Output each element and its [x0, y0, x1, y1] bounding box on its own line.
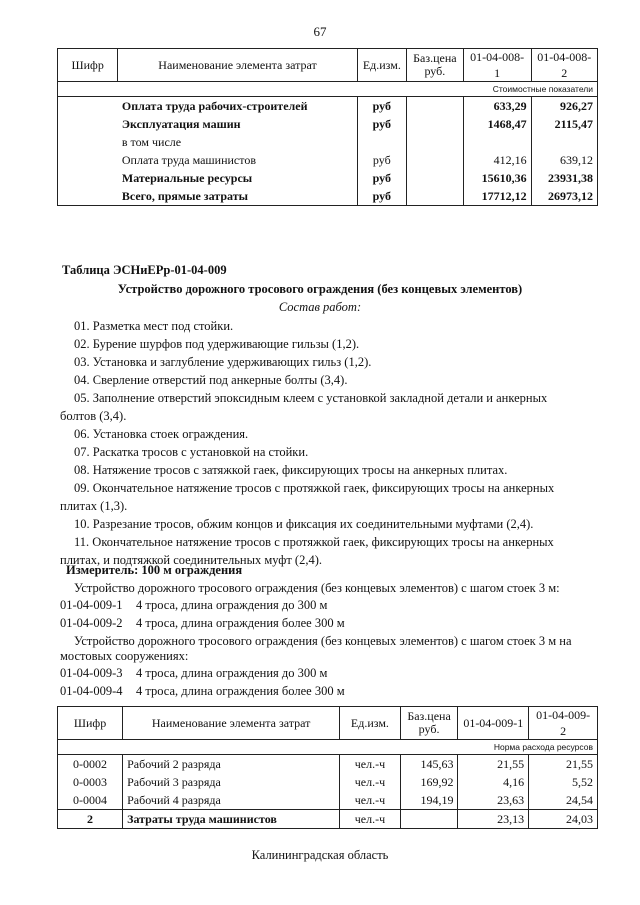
cell-price	[400, 810, 458, 829]
cell-empty	[58, 151, 118, 169]
header-col1: 01-04-008-1	[463, 49, 531, 82]
cell-unit: чел.-ч	[340, 791, 401, 810]
items-list-1	[60, 597, 590, 633]
cell-code: 2	[58, 810, 123, 829]
cell-name: в том числе	[118, 133, 357, 151]
measure-text: 4 троса, длина ограждения более 300 м	[136, 684, 345, 698]
cell-name: Рабочий 3 разряда	[123, 773, 340, 791]
cell-empty	[406, 97, 463, 116]
header-name: Наименование элемента затрат	[118, 49, 357, 82]
cell-v2: 24,54	[529, 791, 598, 810]
measure-code: 01-04-009-3	[60, 666, 123, 680]
description-2b: мостовых сооружениях:	[60, 649, 189, 663]
cell-name: Затраты труда машинистов	[123, 810, 340, 829]
cell-name: Эксплуатация машин	[118, 115, 357, 133]
table-row	[58, 773, 598, 791]
cell-price: 194,19	[400, 791, 458, 810]
measure-item	[60, 597, 590, 613]
cell-name: Оплата труда рабочих-строителей	[118, 97, 357, 116]
header-base-price: Баз.цена руб.	[400, 707, 458, 740]
cell-empty	[58, 169, 118, 187]
cell-price: 169,92	[400, 773, 458, 791]
table-row	[58, 133, 598, 151]
header-base-price: Баз.цена руб.	[406, 49, 463, 82]
cell-empty	[406, 115, 463, 133]
cell-v1: 23,63	[458, 791, 529, 810]
work-item: 03. Установка и заглубление удерживающих гильз (1,2).	[74, 355, 372, 369]
cell-unit: руб	[357, 169, 406, 187]
cell-name: Оплата труда машинистов	[118, 151, 357, 169]
cell-v2: 5,52	[529, 773, 598, 791]
header-code: Шифр	[58, 49, 118, 82]
measure-code: 01-04-009-1	[60, 598, 123, 612]
work-item: болтов (3,4).	[60, 409, 127, 423]
cell-empty	[58, 187, 118, 206]
work-item: плитах (1,3).	[60, 499, 128, 513]
table-subheader: Норма расхода ресурсов	[58, 740, 598, 755]
table-row	[58, 810, 598, 829]
cell-empty	[58, 133, 118, 151]
measure-code: 01-04-009-4	[60, 684, 123, 698]
cell-unit: руб	[357, 97, 406, 116]
cell-empty	[406, 187, 463, 206]
measure-item	[60, 665, 590, 681]
header-unit: Ед.изм.	[357, 49, 406, 82]
measure-code: 01-04-009-2	[60, 616, 123, 630]
cell-v1: 4,16	[458, 773, 529, 791]
table-row	[58, 115, 598, 133]
header-col1: 01-04-009-1	[458, 707, 529, 740]
measure-text: 4 троса, длина ограждения до 300 м	[136, 598, 328, 612]
cell-v2: 2115,47	[531, 115, 597, 133]
cell-v2: 26973,12	[531, 187, 597, 206]
cell-v1: 17712,12	[463, 187, 531, 206]
measure-text: 4 троса, длина ограждения более 300 м	[136, 616, 345, 630]
description-1: Устройство дорожного тросового ограждения (без концевых элементов) с шагом стоек 3 м:	[74, 581, 560, 595]
cell-name: Рабочий 2 разряда	[123, 755, 340, 774]
cell-code: 0-0004	[58, 791, 123, 810]
work-item: 06. Установка стоек ограждения.	[74, 427, 249, 441]
table-row	[58, 755, 598, 774]
cell-code: 0-0003	[58, 773, 123, 791]
work-item: 10. Разрезание тросов, обжим концов и фиксация их соединительными муфтами (2,4).	[74, 517, 534, 531]
cell-empty	[406, 133, 463, 151]
header-col2: 01-04-009-2	[529, 707, 598, 740]
table-row	[58, 187, 598, 206]
header-unit: Ед.изм.	[340, 707, 401, 740]
work-item: плитах, и подтяжкой соединительных муфт (2,4).	[60, 553, 323, 567]
cell-v1: 23,13	[458, 810, 529, 829]
work-item: 02. Бурение шурфов под удерживающие гильзы (1,2).	[74, 337, 360, 351]
section-title: Устройство дорожного тросового ограждения (без концевых элементов)	[117, 282, 523, 296]
cell-v1	[463, 133, 531, 151]
header-code: Шифр	[58, 707, 123, 740]
items-list-2	[60, 665, 590, 701]
resource-table	[57, 706, 598, 829]
cell-unit: чел.-ч	[340, 810, 401, 829]
table-label: Таблица ЭСНиЕРр-01-04-009	[62, 263, 227, 277]
cell-name: Материальные ресурсы	[118, 169, 357, 187]
footer-region: Калининградская область	[251, 848, 389, 862]
cell-v2	[531, 133, 597, 151]
header-name: Наименование элемента затрат	[123, 707, 340, 740]
cell-empty	[406, 151, 463, 169]
cell-price: 145,63	[400, 755, 458, 774]
table-row	[58, 791, 598, 810]
work-item: 09. Окончательное натяжение тросов с протяжкой гаек, фиксирующих тросы на анкерных	[74, 481, 555, 495]
header-col2: 01-04-008-2	[531, 49, 597, 82]
cell-name: Рабочий 4 разряда	[123, 791, 340, 810]
measure-item	[60, 683, 590, 699]
cell-empty	[58, 115, 118, 133]
cell-empty	[406, 169, 463, 187]
cost-table	[57, 48, 598, 206]
cell-empty	[58, 97, 118, 116]
description-2a: Устройство дорожного тросового ограждения (без концевых элементов) с шагом стоек 3 м на	[74, 634, 572, 648]
work-item: 11. Окончательное натяжение тросов с протяжкой гаек, фиксирующих тросы на анкерных	[74, 535, 554, 549]
work-item: 07. Раскатка тросов с установкой на стойки.	[74, 445, 309, 459]
cell-unit: руб	[357, 187, 406, 206]
cell-code: 0-0002	[58, 755, 123, 774]
cell-v1: 15610,36	[463, 169, 531, 187]
work-item: 01. Разметка мест под стойки.	[74, 319, 234, 333]
work-item: 08. Натяжение тросов с затяжкой гаек, фиксирующих тросы на анкерных плитах.	[74, 463, 508, 477]
cell-v2: 639,12	[531, 151, 597, 169]
cell-unit	[357, 133, 406, 151]
cell-v1: 1468,47	[463, 115, 531, 133]
cell-v1: 21,55	[458, 755, 529, 774]
work-item: 04. Сверление отверстий под анкерные болты (3,4).	[74, 373, 348, 387]
cell-v1: 412,16	[463, 151, 531, 169]
cell-unit: руб	[357, 151, 406, 169]
cell-v2: 926,27	[531, 97, 597, 116]
cell-v1: 633,29	[463, 97, 531, 116]
cell-v2: 23931,38	[531, 169, 597, 187]
meter-label: Измеритель: 100 м ограждения	[66, 563, 243, 577]
cell-v2: 24,03	[529, 810, 598, 829]
cell-v2: 21,55	[529, 755, 598, 774]
page-number: 67	[313, 24, 327, 39]
measure-item	[60, 615, 590, 631]
table-row	[58, 97, 598, 116]
table-subheader: Стоимостные показатели	[58, 82, 598, 97]
composition-label: Состав работ:	[278, 300, 362, 314]
measure-text: 4 троса, длина ограждения до 300 м	[136, 666, 328, 680]
cell-name: Всего, прямые затраты	[118, 187, 357, 206]
cell-unit: чел.-ч	[340, 755, 401, 774]
table-row	[58, 151, 598, 169]
table-row	[58, 169, 598, 187]
cell-unit: руб	[357, 115, 406, 133]
cell-unit: чел.-ч	[340, 773, 401, 791]
work-item: 05. Заполнение отверстий эпоксидным клеем с установкой закладной детали и анкерных	[74, 391, 548, 405]
